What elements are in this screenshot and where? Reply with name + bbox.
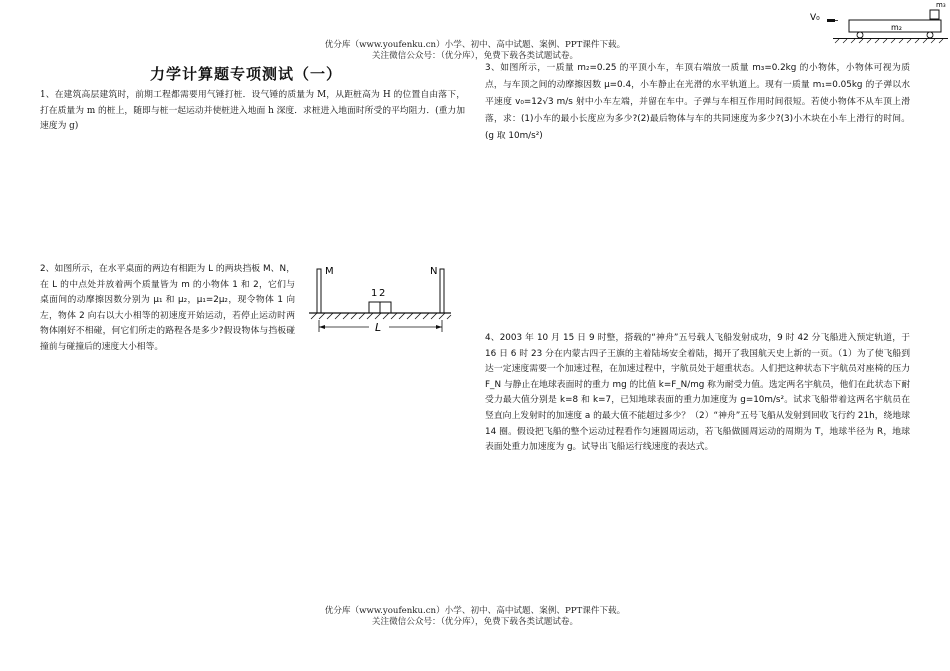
barrier-n-label: N — [430, 266, 438, 277]
table-hatching — [311, 313, 451, 319]
dimension-l-label: L — [375, 321, 382, 334]
small-block — [930, 10, 939, 19]
wheel-right — [927, 32, 933, 38]
page-footer — [0, 606, 950, 628]
barrier-m-label: M — [325, 266, 334, 277]
barrier-m — [317, 269, 321, 313]
page-title: 力学计算题专项测试（一） — [150, 65, 343, 83]
wheel-left — [857, 32, 863, 38]
block-2-label: 2 — [379, 288, 386, 299]
question-4: 4、2003 年 10 月 15 日 9 时整，搭载的“神舟”五号载人飞船发射成功，9 时 42 分飞船进入预定轨道，于 16 日 6 时 23 分在内蒙古四子王旗的主着陆场安全着陆，揭开了我国航天史上新的一页。（1）为了使飞船到达一定速度需要一个加速过程，在加速过程中，宇航员处于超重状态。人们把这种状态下宇航员对座椅的压力 F_N 与静止在地球表面时的重力 mg 的比值 k=F_N/mg 称为耐受力值。选定两名宇航员，他们在此状态下耐受力最大值分别是 k=8 和 k=7，已知地球表面的重力加速度为 g=10m/s²。试求飞船带着这两名宇航员在竖直向上发射时的加速度 a 的最大值不能超过多少？（2）“神舟”五号飞船从发射到回收飞行约 21h，绕地球 14 圈。假设把飞船的整个运动过程看作匀速圆周运动，若飞船做圆周运动的周期为 T，地球半径为 R，地球表面处重力加速度为 g。试导出飞船运行线速度的表达式。 — [485, 333, 910, 453]
block-1-label: 1 — [371, 288, 378, 299]
footer-line-2: 关注微信公众号：（优分库），免费下载各类试题试卷。 — [371, 617, 579, 627]
header-line-1: 优分库（www.youfenku.cn）小学、初中、高中试题、案例、PPT课件下载。 — [324, 40, 626, 50]
footer-line-1: 优分库（www.youfenku.cn）小学、初中、高中试题、案例、PPT课件下载。 — [324, 606, 626, 616]
q2-figure — [305, 262, 465, 342]
v0-label: V₀ — [810, 13, 820, 23]
barrier-n — [440, 269, 444, 313]
question-2: 2、如图所示，在水平桌面的两边有相距为 L 的两块挡板 M、N，在 L 的中点处并放着两个质量皆为 m 的小物体 1 和 2，它们与桌面间的动摩擦因数分别为 μ₁ 和 μ₂，μ₁=2μ₂，现令物体 1 向左，物体 2 向右以大小相等的初速度开始运动，若停止运动时两物体刚好不相碰，何它们所走的路程各是多少?假设物体与挡板碰撞前与碰撞后的速度大小相等。 — [40, 264, 295, 352]
cart-m2-label: m₂ — [891, 23, 902, 32]
header-line-2: 关注微信公众号：（优分库），免费下载各类试题试卷。 — [371, 51, 579, 61]
block-m3-label: m₃ — [936, 1, 946, 9]
question-1: 1、在建筑高层建筑时，前期工程都需要用气锤打桩．设气锤的质量为 M，从距桩高为 H 的位置自由落下，打在质量为 m 的桩上，随即与桩一起运动并使桩进入地面 h 深度．求桩进入地面时所受的平均阻力．(重力加速度为 g) — [40, 90, 465, 132]
block-2 — [380, 302, 391, 313]
question-3: 3、如图所示，一质量 m₂=0.25 的平顶小车，车顶右端放一质量 m₃=0.2kg 的小物体，小物体可视为质点，与车顶之间的动摩擦因数 μ=0.4，小车静止在光滑的水平轨道上。现有一质量 m₁=0.05kg 的子弹以水平速度 v₀=12√3 m/s 射中小车左端，并留在车中。子弹与车相互作用时间很短。若使小物体不从车顶上滑落，求：(1)小车的最小长度应为多少?(2)最后物体与车的共同速度为多少?(3)小木块在小车上滑行的时间。(g 取 10m/s²) — [485, 63, 910, 141]
q3-figure — [805, 0, 950, 44]
block-1 — [369, 302, 380, 313]
